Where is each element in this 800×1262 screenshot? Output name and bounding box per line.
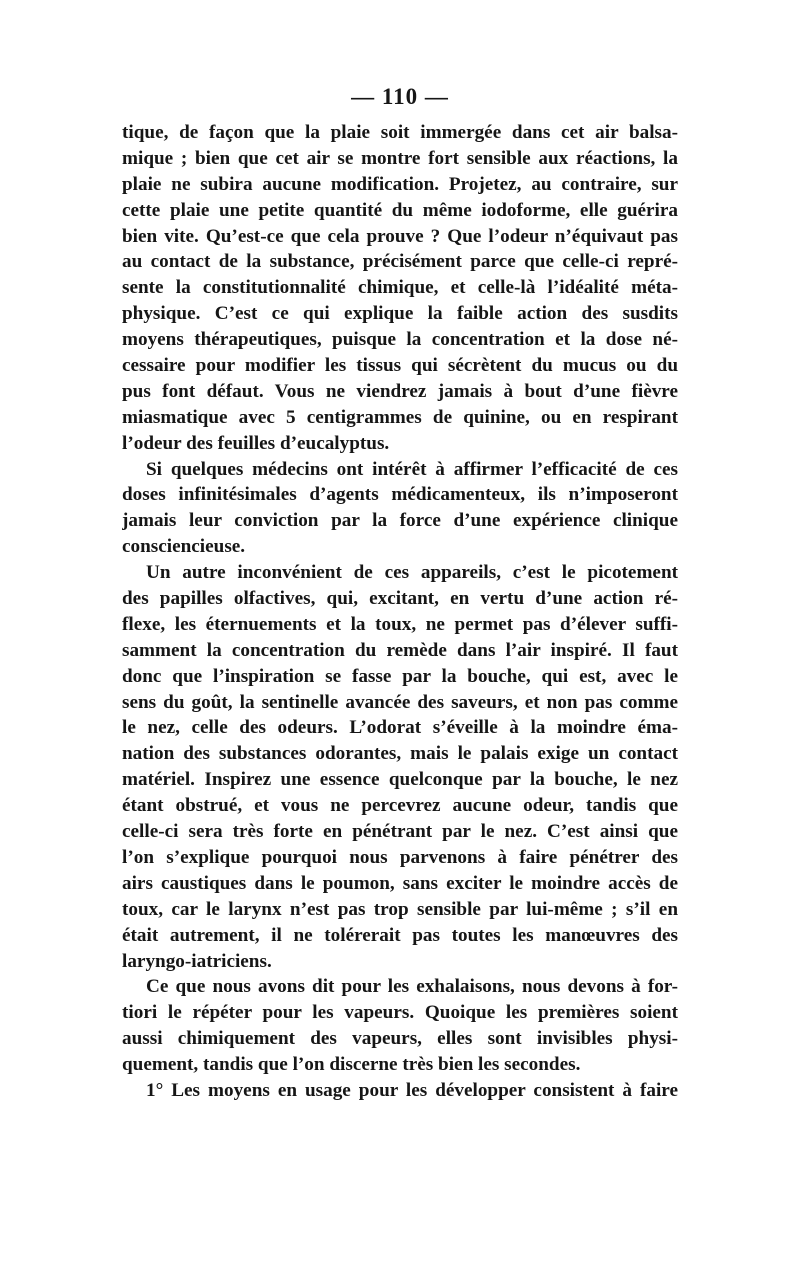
body-text xyxy=(122,120,678,1104)
text-line: Ce que nous avons dit pour les exhalaisons, nous devons à for- xyxy=(146,976,678,998)
page-number: — 110 — xyxy=(351,84,449,109)
text-line: plaie ne subira aucune modification. Projetez, au contraire, sur xyxy=(122,173,678,195)
text-line: flexe, les éternuements et la toux, ne permet pas d’élever suffi- xyxy=(122,613,678,635)
text-line: était autrement, il ne tolérerait pas toutes les manœuvres des xyxy=(122,924,678,946)
text-line: donc que l’inspiration se fasse par la bouche, qui est, avec le xyxy=(122,665,678,687)
text-line: matériel. Inspirez une essence quelconque par la bouche, le nez xyxy=(122,769,678,791)
text-line: nation des substances odorantes, mais le palais exige un contact xyxy=(122,743,678,765)
text-line: Un autre inconvénient de ces appareils, c’est le picotement xyxy=(146,562,678,584)
text-line: laryngo-iatriciens. xyxy=(122,950,272,972)
text-line: cette plaie une petite quantité du même iodoforme, elle guérira xyxy=(122,199,678,221)
text-line: celle-ci sera très forte en pénétrant par le nez. C’est ainsi que xyxy=(122,821,678,843)
text-line: bien vite. Qu’est-ce que cela prouve ? Que l’odeur n’équivaut pas xyxy=(122,225,678,247)
text-line: sens du goût, la sentinelle avancée des saveurs, et non pas comme xyxy=(122,691,678,713)
text-line: pus font défaut. Vous ne viendrez jamais à bout d’une fièvre xyxy=(122,380,678,402)
text-line: aussi chimiquement des vapeurs, elles sont invisibles physi- xyxy=(122,1028,678,1050)
text-line: tique, de façon que la plaie soit immergée dans cet air balsa- xyxy=(122,122,678,143)
text-line: l’odeur des feuilles d’eucalyptus. xyxy=(122,432,390,454)
text-line: physique. C’est ce qui explique la faible action des susdits xyxy=(122,303,678,325)
text-line: cessaire pour modifier les tissus qui sécrètent du mucus ou du xyxy=(122,355,678,377)
text-line: étant obstrué, et vous ne percevrez aucune odeur, tandis que xyxy=(122,795,678,817)
text-line: le nez, celle des odeurs. L’odorat s’éveille à la moindre éma- xyxy=(122,717,678,739)
text-line: airs caustiques dans le poumon, sans exciter le moindre accès de xyxy=(122,872,678,894)
text-line: doses infinitésimales d’agents médicamenteux, ils n’imposeront xyxy=(122,484,678,506)
text-line: samment la concentration du remède dans l’air inspiré. Il faut xyxy=(122,639,678,661)
text-line: mique ; bien que cet air se montre fort sensible aux réactions, la xyxy=(122,147,678,169)
text-line: quement, tandis que l’on discerne très bien les secondes. xyxy=(122,1054,581,1076)
text-line: moyens thérapeutiques, puisque la concentration et la dose né- xyxy=(122,329,678,351)
text-line: 1° Les moyens en usage pour les développer consistent à faire xyxy=(146,1079,678,1101)
text-line: des papilles olfactives, qui, excitant, en vertu d’une action ré- xyxy=(122,588,678,610)
text-line: tiori le répéter pour les vapeurs. Quoique les premières soient xyxy=(122,1002,678,1024)
text-line: toux, car le larynx n’est pas trop sensible par lui-même ; s’il en xyxy=(122,898,678,920)
text-line: sente la constitutionnalité chimique, et celle-là l’idéalité méta- xyxy=(122,277,678,299)
text-line: miasmatique avec 5 centigrammes de quinine, ou en respirant xyxy=(122,406,678,428)
text-line: jamais leur conviction par la force d’une expérience clinique xyxy=(122,510,678,532)
text-line: au contact de la substance, précisément parce que celle-ci repré- xyxy=(122,251,678,273)
text-line: consciencieuse. xyxy=(122,536,246,558)
text-line: l’on s’explique pourquoi nous parvenons à faire pénétrer des xyxy=(122,846,678,868)
text-line: Si quelques médecins ont intérêt à affirmer l’efficacité de ces xyxy=(146,458,678,480)
